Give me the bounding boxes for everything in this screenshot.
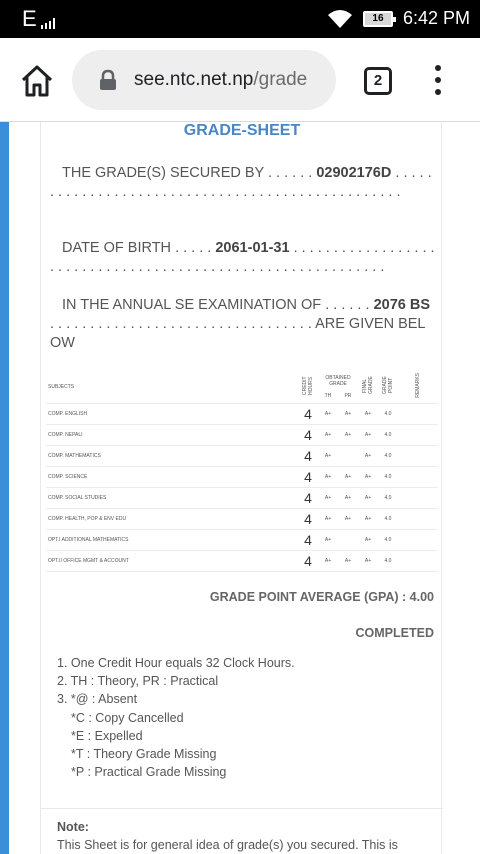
remarks-cell (418, 446, 438, 467)
footer-note-text: This Sheet is for general idea of grade(s) you secured. This is (57, 838, 398, 852)
table-row (46, 509, 438, 530)
remarks-cell (398, 509, 418, 530)
grade-point-cell: 4.0 (378, 509, 398, 530)
col-credit-hours: CREDIT HOURS (298, 370, 318, 404)
exam-line: IN THE ANNUAL SE EXAMINATION OF . . . . . . 2076 BS . . . . . . . . . . . . . . . . . . . . . . . . . . . . . . . . . ARE GIVEN BELOW (50, 297, 430, 351)
credit-cell: 4 (298, 509, 318, 530)
legend-notes (57, 654, 295, 781)
final-grade-cell: A+ (358, 446, 378, 467)
grade-sheet (40, 122, 442, 854)
col-final-grade: FINAL GRADE (358, 370, 378, 404)
table-row (46, 488, 438, 509)
note-item: 3. *@ : Absent (57, 692, 138, 707)
table-row (46, 446, 438, 467)
credit-cell: 4 (298, 404, 318, 425)
pr-grade-cell: A+ (338, 467, 358, 488)
pr-grade-cell (338, 446, 358, 467)
col-pr: PR (344, 392, 352, 399)
pr-grade-cell: A+ (338, 509, 358, 530)
remarks-cell (418, 530, 438, 551)
gpa-value: GRADE POINT AVERAGE (GPA) : 4.00 (209, 590, 434, 604)
table-header (46, 370, 438, 404)
credit-cell: 4 (298, 467, 318, 488)
th-grade-cell: A+ (318, 488, 338, 509)
th-grade-cell: A+ (318, 509, 338, 530)
subject-cell: COMP. SCIENCE (46, 467, 298, 488)
col-th: TH (324, 392, 332, 399)
subject-cell: COMP. ENGLISH (46, 404, 298, 425)
signal-icon (41, 18, 55, 29)
credit-cell: 4 (298, 488, 318, 509)
final-grade-cell: A+ (358, 488, 378, 509)
remarks-cell (398, 404, 418, 425)
subject-cell: COMP. SOCIAL STUDIES (46, 488, 298, 509)
credit-cell: 4 (298, 446, 318, 467)
battery-icon (363, 11, 393, 27)
browser-toolbar (0, 38, 480, 122)
pr-grade-cell (338, 530, 358, 551)
col-remarks: REMARKS (398, 370, 438, 404)
th-grade-cell: A+ (318, 530, 338, 551)
dob-line: DATE OF BIRTH . . . . . 2061-01-31 . . . . . . . . . . . . . . . . . . . . . . . . . . . . . . . . . . . . . . . . . . . . . . . . . . . . . . . . . . . . (50, 240, 435, 275)
grade-point-cell: 4.0 (378, 488, 398, 509)
grade-point-cell: 4.0 (378, 530, 398, 551)
table-body (46, 404, 438, 572)
table-row (46, 530, 438, 551)
remarks-cell (418, 467, 438, 488)
th-grade-cell: A+ (318, 446, 338, 467)
final-grade-cell: A+ (358, 509, 378, 530)
note-item: *T : Theory Grade Missing (71, 747, 217, 762)
final-grade-cell: A+ (358, 551, 378, 572)
note-item: *P : Practical Grade Missing (71, 765, 227, 780)
footer-note-heading: Note: (57, 820, 89, 834)
remarks-cell (398, 551, 418, 572)
grade-point-cell: 4.0 (378, 446, 398, 467)
subject-cell: COMP. NEPALI (46, 425, 298, 446)
left-accent-bar (0, 122, 9, 854)
note-item: *E : Expelled (71, 728, 143, 743)
table-row (46, 404, 438, 425)
note-item: *C : Copy Cancelled (71, 710, 184, 725)
note-item: 1. One Credit Hour equals 32 Clock Hours. (57, 656, 295, 670)
secured-by-line: THE GRADE(S) SECURED BY . . . . . . 02902176D . . . . . . . . . . . . . . . . . . . . . . . . . . . . . . . . . . . . . . . . . . . . . . . . . (50, 165, 432, 200)
pr-grade-cell: A+ (338, 425, 358, 446)
pr-grade-cell: A+ (338, 404, 358, 425)
remarks-cell (418, 509, 438, 530)
network-type: E (22, 6, 37, 31)
credit-cell: 4 (298, 551, 318, 572)
pr-grade-cell: A+ (338, 551, 358, 572)
url-path: /grade (253, 69, 308, 90)
status-icons (327, 8, 470, 29)
status-bar (0, 0, 480, 38)
remarks-cell (418, 425, 438, 446)
final-grade-cell: A+ (358, 425, 378, 446)
remarks-cell (418, 404, 438, 425)
th-grade-cell: A+ (318, 404, 338, 425)
final-grade-cell: A+ (358, 404, 378, 425)
date-of-birth: 2061-01-31 (215, 240, 290, 256)
subject-cell: OPT.I ADDITIONAL MATHEMATICS (46, 530, 298, 551)
symbol-number: 02902176D (316, 165, 392, 181)
status-completed: COMPLETED (355, 626, 434, 640)
remarks-cell (398, 467, 418, 488)
grades-table (46, 370, 438, 572)
table-row (46, 425, 438, 446)
final-grade-cell: A+ (358, 530, 378, 551)
note-item: 2. TH : Theory, PR : Practical (57, 674, 219, 689)
credit-cell: 4 (298, 425, 318, 446)
exam-year: 2076 BS (373, 297, 430, 313)
th-grade-cell: A+ (318, 425, 338, 446)
final-grade-cell: A+ (358, 467, 378, 488)
grade-point-cell: 4.0 (378, 551, 398, 572)
home-icon[interactable] (20, 64, 54, 98)
remarks-cell (418, 488, 438, 509)
table-row (46, 551, 438, 572)
remarks-cell (418, 551, 438, 572)
col-grade-point: GRADE POINT (378, 370, 398, 404)
remarks-cell (398, 488, 418, 509)
th-grade-cell: A+ (318, 467, 338, 488)
network-indicator (22, 6, 55, 32)
credit-cell: 4 (298, 530, 318, 551)
grade-point-cell: 4.0 (378, 425, 398, 446)
table-row (46, 467, 438, 488)
battery-level: 16 (372, 12, 384, 24)
th-grade-cell: A+ (318, 551, 338, 572)
divider (41, 808, 443, 809)
tab-count: 2 (373, 72, 383, 89)
remarks-cell (398, 530, 418, 551)
subject-cell: OPT.II OFFICE MGMT & ACCOUNT (46, 551, 298, 572)
wifi-icon (327, 9, 353, 29)
tabs-icon[interactable] (364, 67, 392, 95)
url-bar[interactable] (72, 50, 336, 110)
subject-cell: COMP. HEALTH, POP & ENV EDU (46, 509, 298, 530)
grade-point-cell: 4.0 (378, 467, 398, 488)
grade-point-cell: 4.0 (378, 404, 398, 425)
subject-cell: COMP. MATHEMATICS (46, 446, 298, 467)
remarks-cell (398, 425, 418, 446)
lock-icon[interactable] (98, 69, 118, 91)
url-text[interactable] (134, 69, 307, 91)
url-host: see.ntc.net.np (134, 69, 254, 90)
page-title: GRADE-SHEET (183, 122, 301, 139)
more-vert-icon[interactable] (432, 65, 444, 95)
remarks-cell (398, 446, 418, 467)
col-obtained-grade: OBTAINED GRADE TH PR (318, 370, 358, 404)
col-subjects: SUBJECTS (46, 370, 298, 404)
page-content (0, 122, 480, 854)
clock: 6:42 PM (402, 8, 470, 28)
pr-grade-cell: A+ (338, 488, 358, 509)
